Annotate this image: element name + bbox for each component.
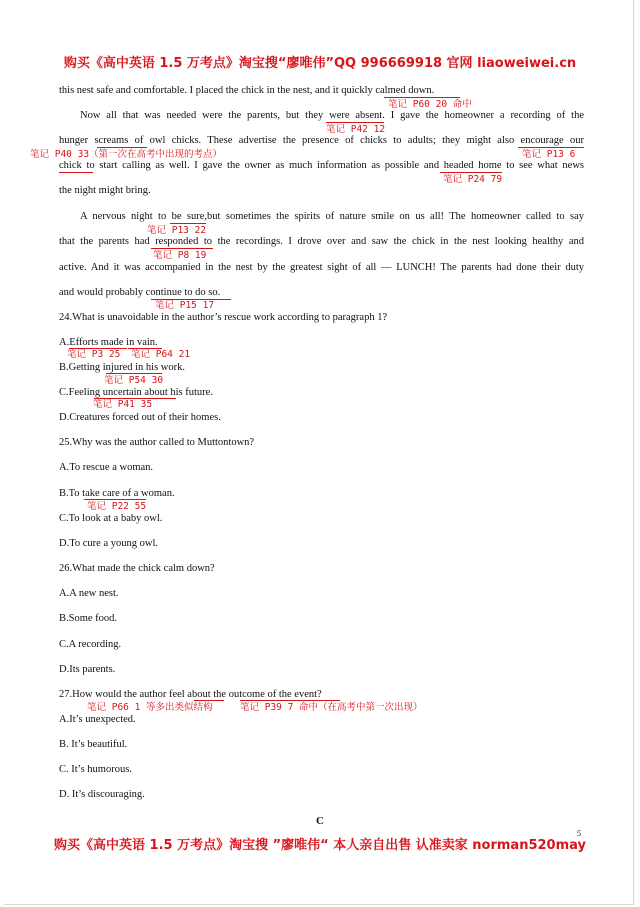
passage-line: A nervous night to be sure,but sometimes the spirits of nature smile on us all! The homeowner called to say [80, 211, 584, 222]
passage-line: that the parents had responded to the recordings. I drove over and saw the chick in the nest looking healthy and [59, 236, 584, 247]
note-annotation: 笔记 P66 1 等多出类似结构 [87, 702, 213, 713]
question-stem: 26.What made the chick calm down? [59, 563, 215, 574]
note-annotation: 笔记 P15 17 [155, 300, 215, 311]
note-annotation: 笔记 P22 55 [87, 501, 147, 512]
answer-option: B.To take care of a woman. [59, 488, 175, 499]
answer-option: B. It’s beautiful. [59, 739, 128, 750]
note-annotation: 笔记 P42 12 [326, 124, 386, 135]
note-annotation: 笔记 P13 6 [522, 149, 576, 160]
footer-banner: 购买《高中英语 1.5 万考点》淘宝搜 ”廖唯伟“ 本人亲自出售 认准卖家 norman520may [54, 838, 586, 853]
answer-option: D.Creatures forced out of their homes. [59, 412, 221, 423]
answer-option: C. It’s humorous. [59, 764, 132, 775]
answer-option: D.To cure a young owl. [59, 538, 158, 549]
note-underline [326, 122, 384, 123]
answer-option: B.Some food. [59, 613, 118, 624]
note-annotation: 笔记 P60 20 命中 [388, 99, 472, 110]
note-annotation: 笔记 P40 33（第一次在高考中出现的考点） [30, 149, 223, 160]
note-annotation: 笔记 P3 25 [67, 349, 121, 360]
section-letter: C [316, 815, 324, 827]
answer-option: C.To look at a baby owl. [59, 513, 163, 524]
answer-option: D.Its parents. [59, 664, 116, 675]
note-underline [59, 172, 93, 173]
passage-line: Now all that was needed were the parents, but they were absent. I gave the homeowner a recording of the [80, 110, 584, 121]
note-underline [518, 147, 584, 148]
answer-option: B.Getting injured in his work. [59, 362, 185, 373]
passage-line: active. And it was accompanied in the nest by the greatest sight of all — LUNCH! The parents had done their duty [59, 262, 584, 273]
page-number: 5 [577, 829, 581, 838]
answer-option: A.A new nest. [59, 588, 119, 599]
note-underline [194, 700, 224, 701]
note-underline [106, 373, 162, 374]
passage-line: and would probably continue to do so. [59, 287, 221, 298]
note-underline [440, 172, 502, 173]
answer-option: A.To rescue a woman. [59, 462, 154, 473]
note-annotation: 笔记 P54 30 [104, 375, 164, 386]
passage-line: this nest safe and comfortable. I placed the chick in the nest, and it quickly calmed down. [59, 85, 435, 96]
answer-option: D. It’s discouraging. [59, 789, 145, 800]
note-annotation: 笔记 P39 7 命中（在高考中第一次出现） [240, 702, 423, 713]
note-underline [170, 223, 206, 224]
question-stem: 27.How would the author feel about the outcome of the event? [59, 689, 322, 700]
answer-option: C.A recording. [59, 639, 122, 650]
question-stem: 25.Why was the author called to Muttontown? [59, 437, 255, 448]
passage-line: hunger screams of owl chicks. These advertise the presence of chicks to adults; they might also encourage our [59, 135, 584, 146]
passage-line: chick to start calling as well. I gave the owner as much information as possible and headed home to see what news [59, 160, 584, 171]
answer-option: A.It’s unexpected. [59, 714, 136, 725]
note-underline [97, 147, 147, 148]
note-annotation: 笔记 P64 21 [131, 349, 191, 360]
passage-line: the night might bring. [59, 185, 151, 196]
answer-option: C.Feeling uncertain about his future. [59, 387, 213, 398]
question-stem: 24.What is unavoidable in the author’s rescue work according to paragraph 1? [59, 312, 388, 323]
header-banner: 购买《高中英语 1.5 万考点》淘宝搜“廖唯伟”QQ 996669918 官网 liaoweiwei.cn [63, 56, 577, 71]
note-underline [384, 97, 460, 98]
answer-option: A.Efforts made in vain. [59, 337, 158, 348]
note-underline [151, 248, 213, 249]
note-annotation: 笔记 P8 19 [153, 250, 207, 261]
note-underline [84, 499, 146, 500]
note-annotation: 笔记 P13 22 [147, 225, 207, 236]
note-underline [240, 700, 340, 701]
note-annotation: 笔记 P24 79 [443, 174, 503, 185]
note-annotation: 笔记 P41 35 [93, 399, 153, 410]
